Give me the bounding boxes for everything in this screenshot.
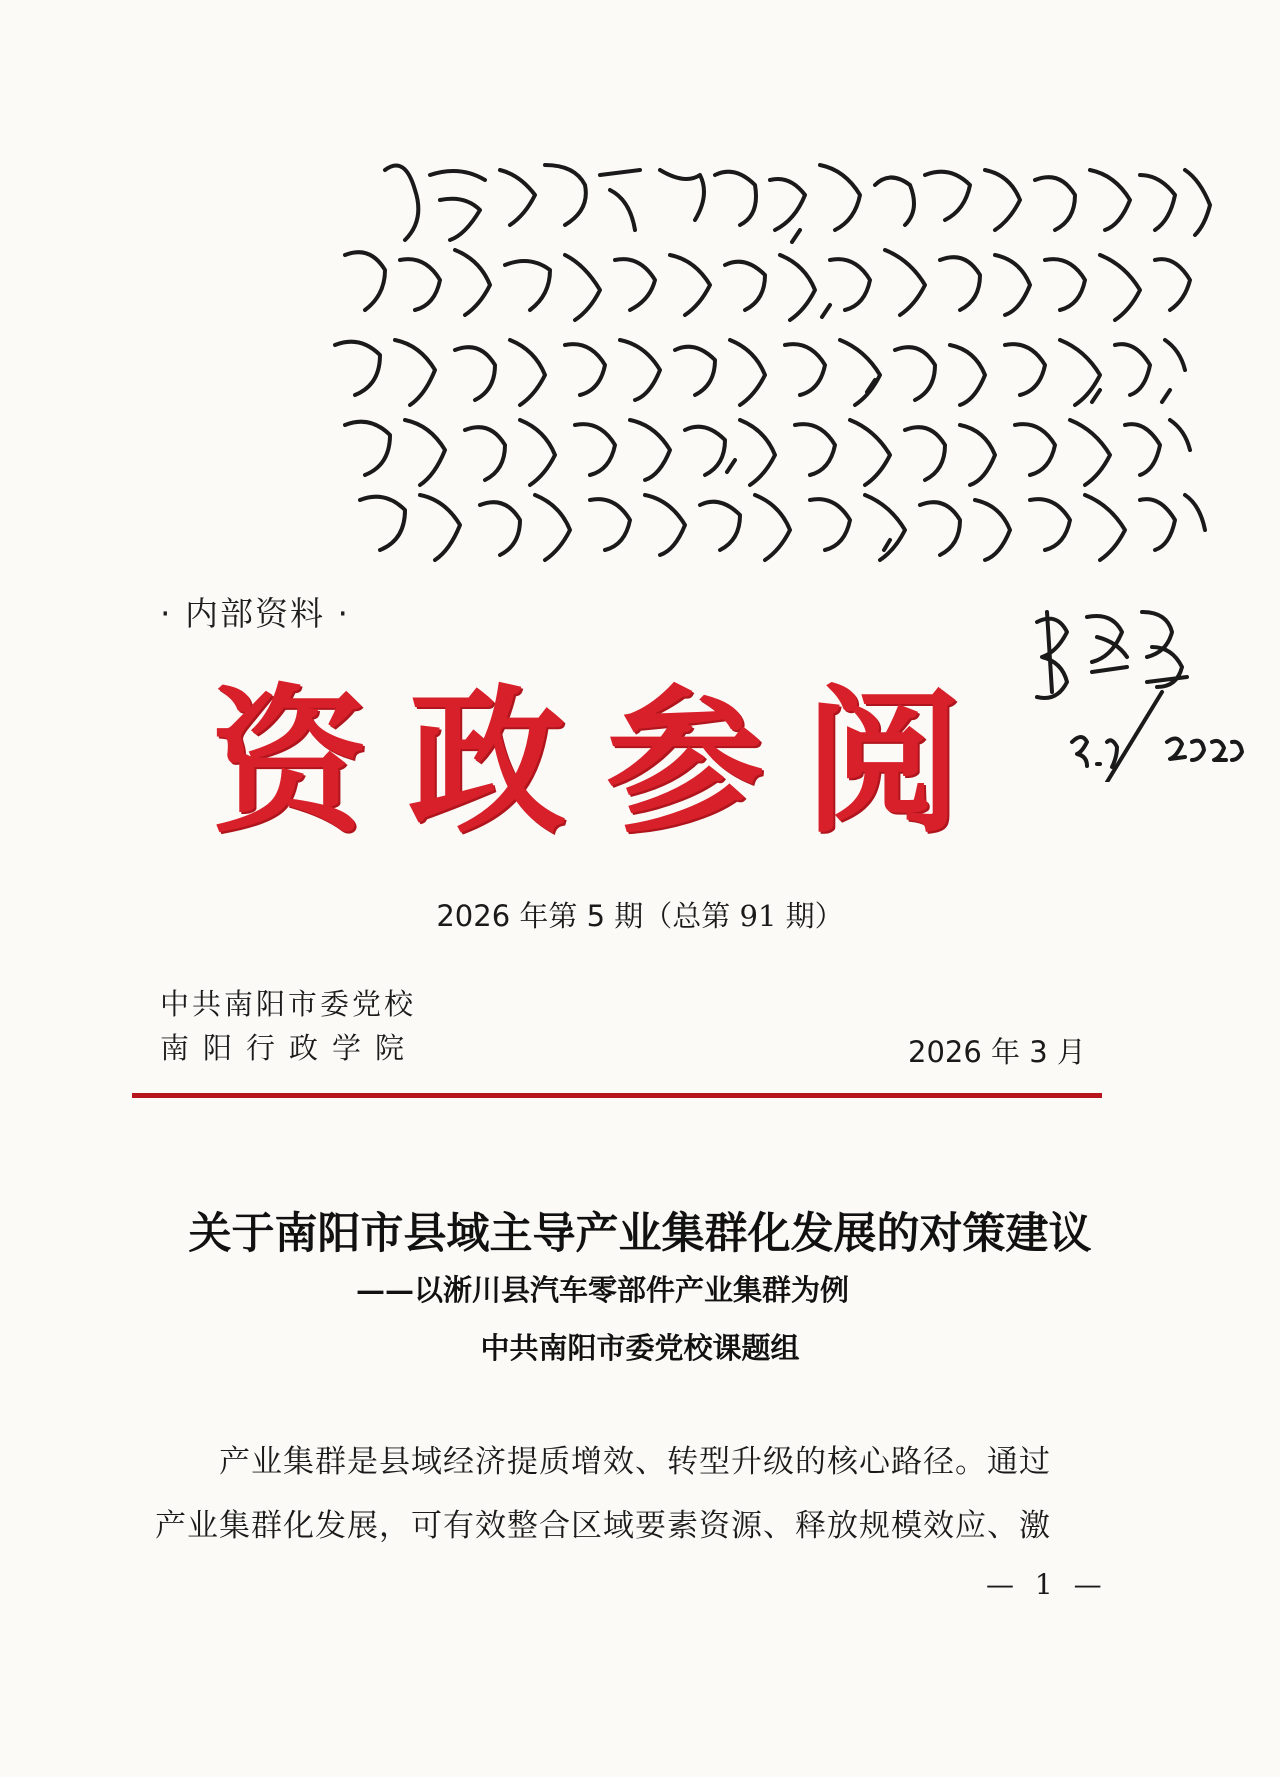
publisher (160, 982, 418, 1070)
issue-total: （总第 91 期） (643, 899, 844, 933)
handwriting-ink (0, 0, 1280, 580)
article-subtitle: ——以淅川县汽车零部件产业集群为例 (356, 1273, 850, 1307)
masthead (210, 668, 1010, 858)
signature (1012, 592, 1252, 782)
masthead-title: 资政参阅 (210, 670, 1002, 855)
article-author: 中共南阳市委党校课题组 (480, 1331, 800, 1365)
internal-material-label: · 内部资料 · (160, 594, 350, 633)
issue-main: 2026 年第 5 期 (436, 899, 644, 933)
body-line: 产业集群化发展，可有效整合区域要素资源、释放规模效应、激 (155, 1508, 1051, 1544)
article-title: 关于南阳市县域主导产业集群化发展的对策建议 (188, 1209, 1092, 1259)
page-number: — 1 — (986, 1568, 1108, 1601)
publisher-line-2: 南阳行政学院 (160, 1031, 419, 1065)
signature-ink (1012, 592, 1252, 782)
body-paragraph (155, 1430, 1095, 1558)
issue-number (0, 894, 1280, 935)
header-divider (132, 1093, 1102, 1098)
publication-date: 2026 年 3 月 (908, 1035, 1086, 1069)
body-line: 产业集群是县域经济提质增效、转型升级的核心路径。通过 (219, 1444, 1051, 1480)
publisher-line-1: 中共南阳市委党校 (160, 987, 417, 1021)
